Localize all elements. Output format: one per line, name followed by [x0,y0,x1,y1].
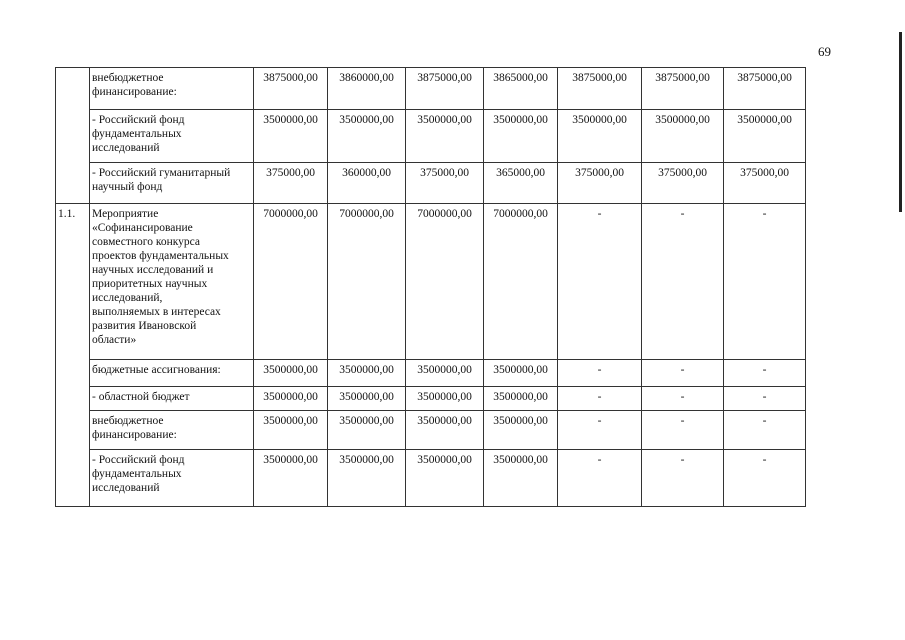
value-cell: 3875000,00 [558,68,642,110]
value-cell: 360000,00 [328,163,406,204]
row-number-cell: 1.1. [56,204,90,507]
row-name-cell: - областной бюджет [90,387,254,411]
value-cell: 3500000,00 [406,411,484,450]
value-cell: 3500000,00 [406,450,484,507]
value-cell: 3500000,00 [328,110,406,163]
value-cell: 3500000,00 [254,110,328,163]
row-number-cell [56,68,90,204]
value-cell: 3500000,00 [484,411,558,450]
page-number: 69 [818,44,831,59]
table-row [56,68,806,110]
table-row [56,450,806,507]
value-cell: 375000,00 [558,163,642,204]
table-row [56,163,806,204]
value-cell: 3500000,00 [484,387,558,411]
value-cell: 375000,00 [406,163,484,204]
value-cell: - [642,411,724,450]
value-cell: 3500000,00 [406,360,484,387]
value-cell: 7000000,00 [406,204,484,360]
row-name-cell: - Российский фонд фундаментальных исследований [90,110,254,163]
row-name-cell: - Российский фонд фундаментальных исследований [90,450,254,507]
value-cell: - [724,387,806,411]
value-cell: - [724,204,806,360]
value-cell: 3500000,00 [484,450,558,507]
value-cell: 3500000,00 [328,411,406,450]
value-cell: 3500000,00 [558,110,642,163]
value-cell: 3500000,00 [328,450,406,507]
row-name-cell: - Российский гуманитарный научный фонд [90,163,254,204]
table-row [56,411,806,450]
value-cell: 3500000,00 [254,360,328,387]
table-row [56,110,806,163]
value-cell: 3875000,00 [642,68,724,110]
value-cell: 375000,00 [642,163,724,204]
value-cell: 3500000,00 [254,411,328,450]
value-cell: 3500000,00 [642,110,724,163]
value-cell: 3500000,00 [484,360,558,387]
value-cell: - [642,450,724,507]
value-cell: - [558,387,642,411]
value-cell: - [642,387,724,411]
table-row [56,387,806,411]
value-cell: - [642,204,724,360]
value-cell: 3875000,00 [406,68,484,110]
value-cell: 365000,00 [484,163,558,204]
row-name-cell: Мероприятие «Софинансирование совместного конкурса проектов фундаментальных научных исследований и приоритетных научных исследований, выполняемых в интересах развития Ивановской области» [90,204,254,360]
value-cell: 7000000,00 [328,204,406,360]
value-cell: - [724,411,806,450]
value-cell: 3500000,00 [328,387,406,411]
table-row [56,204,806,360]
value-cell: 3500000,00 [724,110,806,163]
value-cell: 3875000,00 [724,68,806,110]
value-cell: 7000000,00 [484,204,558,360]
value-cell: 375000,00 [724,163,806,204]
value-cell: 3860000,00 [328,68,406,110]
value-cell: 7000000,00 [254,204,328,360]
value-cell: 3500000,00 [484,110,558,163]
value-cell: - [724,360,806,387]
table-row [56,360,806,387]
value-cell: 3500000,00 [254,387,328,411]
scan-edge-mark [899,32,902,212]
value-cell: - [558,204,642,360]
value-cell: 3500000,00 [406,387,484,411]
value-cell: - [558,360,642,387]
value-cell: 3500000,00 [254,450,328,507]
value-cell: - [558,450,642,507]
budget-table [55,67,806,507]
row-name-cell: внебюджетное финансирование: [90,68,254,110]
value-cell: - [724,450,806,507]
value-cell: 375000,00 [254,163,328,204]
value-cell: - [642,360,724,387]
value-cell: - [558,411,642,450]
value-cell: 3500000,00 [328,360,406,387]
value-cell: 3875000,00 [254,68,328,110]
row-name-cell: бюджетные ассигнования: [90,360,254,387]
value-cell: 3500000,00 [406,110,484,163]
row-name-cell: внебюджетное финансирование: [90,411,254,450]
value-cell: 3865000,00 [484,68,558,110]
